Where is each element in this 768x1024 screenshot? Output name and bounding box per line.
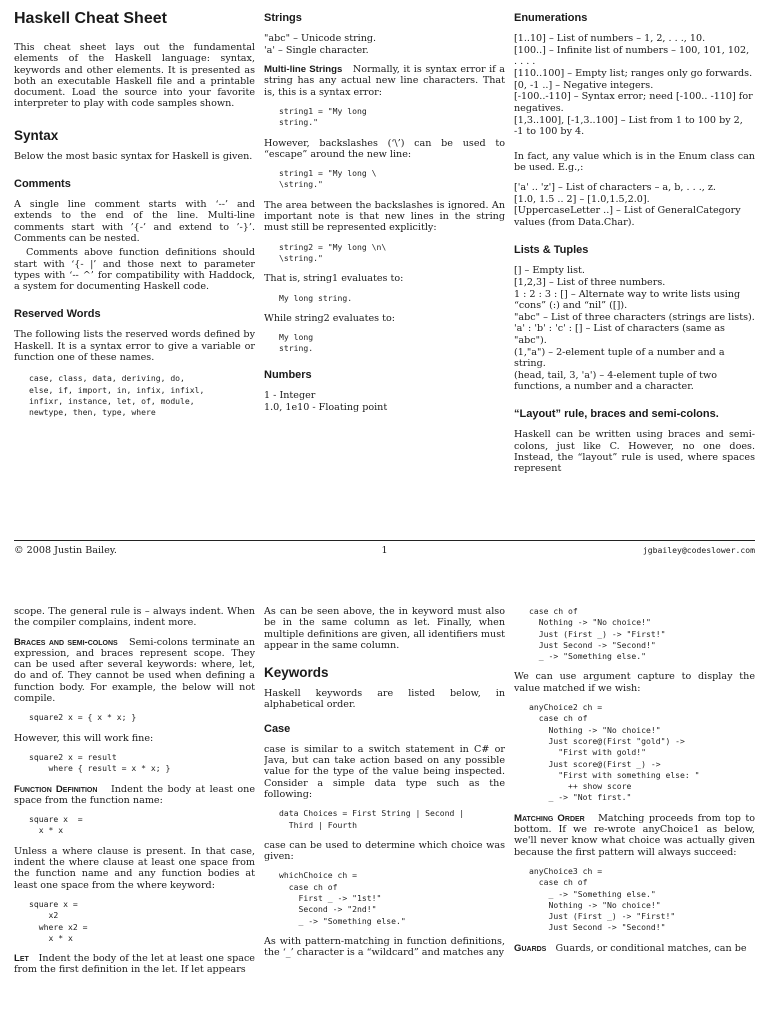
keywords-heading: Keywords [264, 665, 329, 681]
reserved-words-paragraph: The following lists the reserved words defined by Haskell. It is a syntax error to give a variable or function one of these names. [14, 329, 255, 364]
code-block-string1-escaped: string1 = "My long \ \string." [279, 168, 377, 190]
matching-order-heading: Matching Order [514, 812, 585, 824]
lists-line: 1 : 2 : 3 : [] – Alternate way to write lists using “cons” (:) and “nil” ([]). [514, 288, 741, 311]
comments-heading: Comments [14, 178, 71, 191]
however-paragraph: However, this will work fine: [14, 732, 154, 744]
lists-line: (head, tail, 3, 'a') – 4-element tuple of two functions, a number and a character. [514, 369, 718, 392]
enum-line: [-100..-110] – Syntax error; need [-100.. -110] for negatives. [514, 91, 753, 114]
function-definition-paragraph [14, 784, 255, 807]
lists-line: 'a' : 'b' : 'c' : [] – List of characters (same as "abc"). [514, 323, 725, 346]
numbers-line-2: 1.0, 1e10 - Floating point [264, 401, 388, 413]
matching-order-text: Matching proceeds from top to bottom. If we re-wrote anyChoice1 as below, we'll never know what choice was actually given because the first pattern will always succeed: [514, 812, 755, 858]
eval-string1-paragraph: That is, string1 evaluates to: [264, 273, 404, 285]
intro-paragraph: This cheat sheet lays out the fundamental elements of the Haskell language: syntax, keywords and other elements. It is presented as both an executable Haskell file and a printable document. Load the source into your favorite interpreter to play with code samples shown. [14, 42, 255, 110]
page-2 [0, 566, 768, 1024]
page-footer [14, 540, 755, 556]
layout-rule-heading: “Layout” rule, braces and semi-colons. [514, 408, 719, 421]
in-keyword-paragraph: As can be seen above, the in keyword must also be in the same column as let. Finally, when multiple definitions are given, all identifiers must appear in the same column. [264, 606, 505, 651]
guards-paragraph [514, 943, 755, 954]
enum-class-line: [1.0, 1.5 .. 2] – [1.0,1.5,2.0]. [514, 193, 650, 205]
enum-line: [100..] – Infinite list of numbers – 100, 101, 102, . . . . [514, 44, 750, 68]
footer-email[interactable]: jgbailey@codeslower.com [642, 545, 755, 555]
code-block-square: square x = x * x [29, 814, 83, 836]
enum-class-line: ['a' .. 'z'] – List of characters – a, b, . . ., z. [514, 181, 716, 193]
function-definition-text: Indent the body at least one space from the function name: [14, 783, 255, 806]
lists-line: [1,2,3] – List of three numbers. [514, 276, 666, 288]
enum-class-paragraph: In fact, any value which is in the Enum class can be used. E.g.,: [514, 151, 755, 174]
numbers-line-1: 1 - Integer [264, 389, 316, 401]
braces-heading: Braces and semi-colons [14, 636, 118, 648]
multiline-strings-paragraph [264, 64, 505, 98]
comments-paragraph-2: Comments above function definitions should start with ‘{- |’ and those next to parameter types with ‘-- ^’ for compatibility with Haddock, a system for documenting Haskell code. [14, 247, 255, 293]
page1-column-3 [514, 8, 755, 482]
code-block-which-choice: whichChoice ch = case ch of First _ -> "1st!" Second -> "2nd!" _ -> "Something else." [279, 870, 406, 926]
footer-page-number: 1 [381, 545, 388, 556]
code-block-square-where: square x = x2 where x2 = x * x [29, 898, 88, 943]
enum-line: [110..100] – Empty list; ranges only go forwards. [514, 67, 753, 79]
case-choice-paragraph: case can be used to determine which choice was given: [264, 839, 505, 863]
numbers-heading: Numbers [264, 368, 312, 381]
multiline-strings-heading: Multi-line Strings [264, 64, 343, 76]
code-block-square2-bad: square2 x = { x * x; } [29, 712, 137, 723]
lists-tuples-heading: Lists & Tuples [514, 243, 589, 256]
scope-paragraph: scope. The general rule is – always indent. When the compiler complains, indent more. [14, 606, 255, 629]
lists-line: "abc" – List of three characters (strings are lists). [514, 311, 755, 323]
string-line-1: "abc" – Unicode string. [264, 33, 377, 44]
code-block-data-choices: data Choices = First String | Second | Third | Fourth [279, 808, 465, 830]
layout-rule-paragraph: Haskell can be written using braces and semi-colons, just like C. However, no one does. Instead, the “layout” rule is used, where spaces represent [514, 429, 755, 475]
lists-line: (1,"a") – 2-element tuple of a number and a string. [514, 346, 725, 369]
syntax-paragraph: Below the most basic syntax for Haskell is given. [14, 150, 253, 162]
syntax-heading: Syntax [14, 127, 59, 143]
guards-heading: Guards [514, 942, 547, 954]
code-block-string2: string2 = "My long \n\ \string." [279, 241, 387, 263]
page2-column-1 [14, 606, 255, 984]
reserved-words-heading: Reserved Words [14, 308, 101, 321]
enum-line: [1,3..100], [-1,3..100] – List from 1 to 100 by 2, -1 to 100 by 4. [514, 114, 743, 137]
capture-paragraph: We can use argument capture to display the value matched if we wish: [514, 671, 755, 694]
page1-column-1 [14, 8, 255, 428]
footer-copyright: © 2008 Justin Bailey. [14, 545, 117, 556]
enum-line: [0, -1 ..] – Negative integers. [514, 79, 654, 91]
where-paragraph: Unless a where clause is present. In that case, indent the where clause at least one space from the function name and any function bodies at least one space from the where keyword: [14, 845, 255, 891]
matching-order-paragraph [514, 813, 755, 858]
function-definition-heading: Function Definition [14, 783, 98, 795]
braces-paragraph [14, 637, 255, 705]
case-heading: Case [264, 722, 291, 735]
strings-heading: Strings [264, 12, 302, 24]
braces-text: Semi-colons terminate an expression, and braces represent scope. They can be used after several keywords: where, let, do and of. They cannot be used when defining a function body. For example, the below will not compile. [14, 636, 255, 705]
code-block-eval2: My long string. [279, 332, 314, 354]
reserved-words-code: case, class, data, deriving, do, else, if, import, in, infix, infixl, infixr, instance, let, of, module, newtype, then, type, where [29, 373, 205, 418]
let-heading: Let [14, 953, 29, 965]
page2-column-2 [264, 606, 505, 967]
page1-column-2 [264, 8, 505, 413]
string-line-2: 'a' – Single character. [264, 44, 369, 56]
code-block-square2-good: square2 x = result where { result = x * x; } [29, 751, 171, 774]
keywords-paragraph: Haskell keywords are listed below, in alphabetical order. [264, 688, 505, 711]
case-paragraph: case is similar to a switch statement in C# or Java, but can take action based on any possible value for the type of the value being inspected. Consider a simple data type such as the following: [264, 743, 505, 800]
enum-line: [1..10] – List of numbers – 1, 2, . . ., 10. [514, 33, 706, 44]
let-paragraph [14, 953, 255, 976]
enum-class-line: [UppercaseLetter ..] – List of GeneralCategory values (from Data.Char). [514, 205, 741, 228]
document-title: Haskell Cheat Sheet [14, 10, 167, 27]
backslash-paragraph: However, backslashes (‘\’) can be used to “escape” around the new line: [264, 137, 505, 160]
comments-paragraph-1: A single line comment starts with ‘--’ and extends to the end of the line. Multi-line comments start with ’{-’ and extend to ’-}’. Comments can be nested. [14, 199, 255, 244]
multiline-strings-text: Normally, it is syntax error if a string has any actual new line characters. That is, this is a syntax error: [264, 64, 505, 98]
code-block-case-ch: case ch of Nothing -> "No choice!" Just (First _) -> "First!" Just Second -> "Second!" _ -> "Something else." [529, 606, 666, 662]
area-paragraph: The area between the backslashes is ignored. An important note is that new lines in the string must still be represented explicitly: [264, 199, 505, 234]
page2-column-3 [514, 606, 755, 962]
code-block-any-choice2: anyChoice2 ch = case ch of Nothing -> "No choice!" Just score@(First "gold") -> "First with gold!" Just score@(First _) -> "First with something else: " ++ show score _ -> "Not first." [529, 702, 700, 803]
code-block-string1: string1 = "My long string." [279, 105, 367, 128]
let-text: Indent the body of the let at least one space from the first definition in the let. If let appears [14, 953, 255, 976]
wildcard-paragraph: As with pattern-matching in function definitions, the ‘_’ character is a “wildcard” and matches any [264, 935, 505, 959]
code-block-eval1: My long string. [279, 292, 353, 303]
code-block-any-choice3: anyChoice3 ch = case ch of _ -> "Something else." Nothing -> "No choice!" Just (First _) -> "First!" Just Second -> "Second!" [529, 865, 676, 933]
guards-text: Guards, or conditional matches, can be [555, 942, 747, 954]
eval-string2-paragraph: While string2 evaluates to: [264, 312, 395, 324]
enumerations-heading: Enumerations [514, 12, 588, 24]
lists-line: [] – Empty list. [514, 264, 585, 276]
